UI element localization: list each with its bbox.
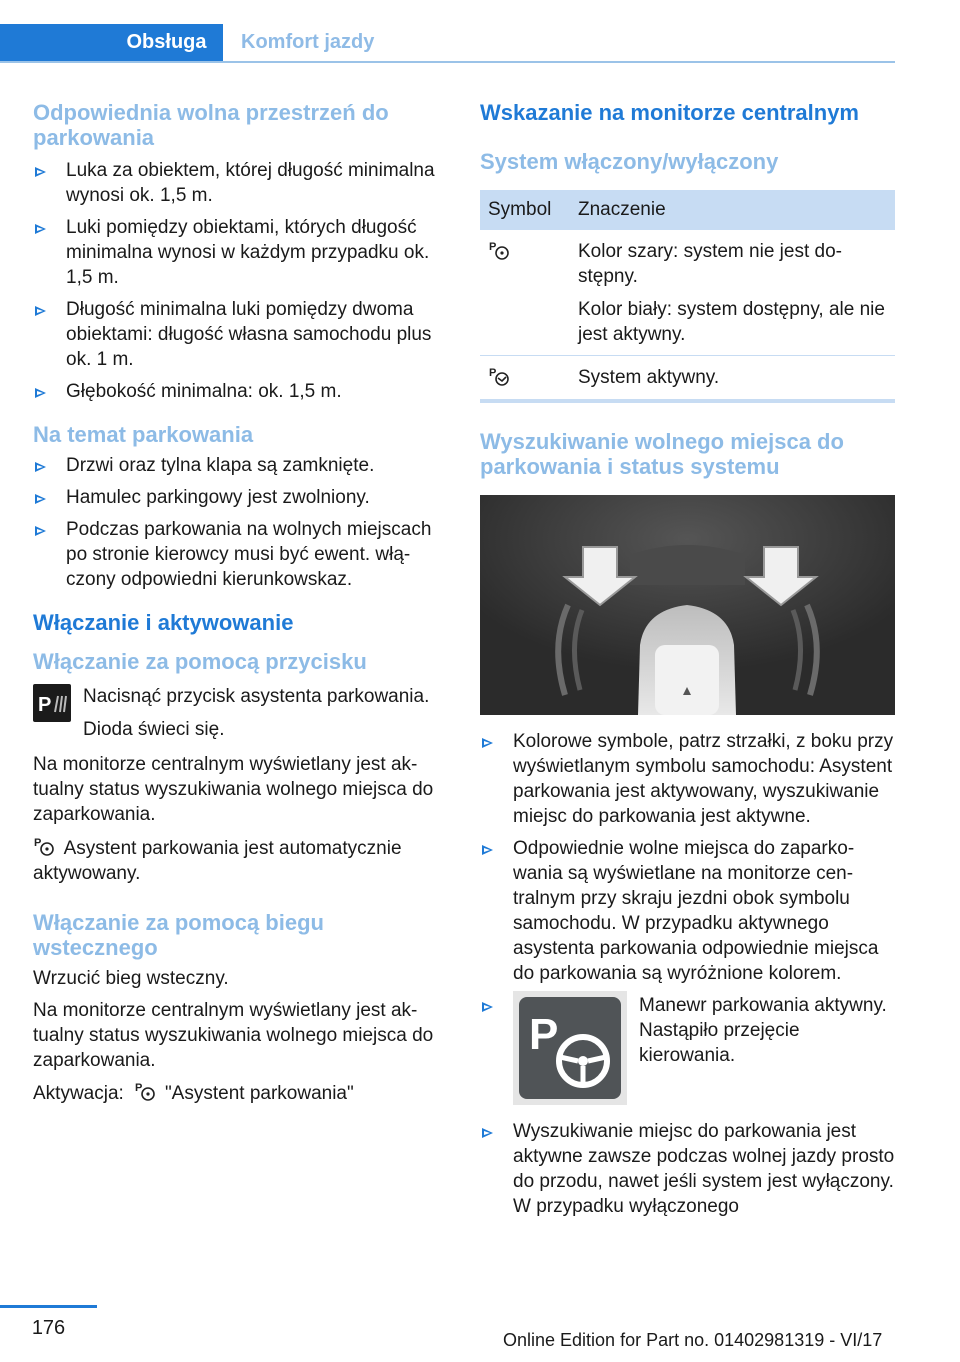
button-texts bbox=[83, 684, 429, 742]
manoeuvre-block bbox=[513, 993, 895, 1105]
heading-monitor: Wskazanie na monitorze centralnym bbox=[480, 100, 859, 125]
parking-steering-icon bbox=[488, 239, 508, 259]
tab-obsluga-label: Obsługa bbox=[126, 31, 207, 53]
para-monitor-status: Na monitorze centralnym wyświetlany jest aktualny status wyszukiwania wolnego miejsca do zaparkowania. bbox=[33, 754, 434, 825]
heading-wolna-przestrzen: Odpowiednia wolna przestrzeń do parkowania bbox=[33, 100, 389, 150]
list-item: Kolorowe symbole, patrz strzałki, z boku przy wyświetlanym symbolu samochodu: Asystent parkowania jest aktywowany, wyszukiwanie miejsc do parkowania jest aktywne. bbox=[480, 729, 895, 829]
list-item: Hamulec parkingowy jest zwolniony. bbox=[33, 485, 448, 510]
heading-na-temat-parkowania: Na temat parkowania bbox=[33, 422, 254, 447]
tab-obsluga[interactable] bbox=[0, 24, 223, 61]
table-row bbox=[480, 230, 895, 356]
btn-text-1: Nacisnąć przycisk asystenta parkowania. bbox=[83, 686, 430, 707]
list-item: Luka za obiektem, której długość minimalna wynosi ok. 1,5 m. bbox=[33, 158, 448, 208]
park-assist-button-icon bbox=[33, 684, 71, 722]
para-activation bbox=[33, 1080, 448, 1106]
meaning-active: System aktywny. bbox=[570, 356, 895, 402]
svg-text:P: P bbox=[489, 367, 497, 379]
heading-system-on-off: System włączony/wyłączony bbox=[480, 149, 779, 174]
list-parkowanie bbox=[33, 453, 448, 592]
symbol-table bbox=[480, 190, 895, 403]
left-column bbox=[33, 100, 448, 1106]
tab-komfort-jazdy[interactable] bbox=[241, 24, 374, 61]
para-wrzucic: Wrzucić bieg wsteczny. bbox=[33, 968, 229, 989]
parking-steering-icon bbox=[134, 1080, 154, 1100]
parking-steering-icon bbox=[513, 991, 627, 1105]
svg-text:P: P bbox=[135, 1082, 143, 1094]
parking-steering-icon bbox=[488, 365, 508, 385]
footer-divider bbox=[0, 1305, 97, 1308]
para-auto-activation-text: Asystent parkowania jest automatycznie aktywowany. bbox=[33, 838, 402, 884]
tab-komfort-label: Komfort jazdy bbox=[241, 31, 375, 53]
heading-bieg-wsteczny: Włączanie za pomocą biegu wstecznego bbox=[33, 910, 324, 960]
para-monitor-status-2: Na monitorze centralnym wyświetlany jest aktualny status wyszukiwania wolnego miejsca do zaparkowania. bbox=[33, 1000, 434, 1071]
right-column bbox=[480, 100, 895, 1226]
svg-text:P: P bbox=[489, 241, 497, 253]
list-item: Drzwi oraz tylna klapa są zamknięte. bbox=[33, 453, 448, 478]
heading-wyszukiwanie: Wyszukiwanie wolnego miejsca do parkowania i status systemu bbox=[480, 429, 844, 479]
col-meaning: Znaczenie bbox=[570, 190, 895, 230]
list-item bbox=[480, 993, 895, 1105]
list-item: Podczas parkowania na wolnych miejscach po stronie kierowcy musi być ewent. włączony odpowiedni kierunkowskaz. bbox=[33, 517, 448, 592]
edition-text: Online Edition for Part no. 01402981319 - VI/17 bbox=[503, 1330, 883, 1350]
table-row bbox=[480, 356, 895, 402]
list-item: Długość minimalna luki pomiędzy dwoma obiektami: długość własna samochodu plus ok. 1 m. bbox=[33, 297, 448, 372]
list-item: Głębokość minimalna: ok. 1,5 m. bbox=[33, 379, 448, 404]
btn-text-2: Dioda świeci się. bbox=[83, 719, 225, 740]
activation-label: Aktywacja: bbox=[33, 1083, 124, 1104]
svg-text:P: P bbox=[34, 837, 42, 849]
list-przestrzen bbox=[33, 158, 448, 404]
col-symbol: Symbol bbox=[480, 190, 570, 230]
list-status bbox=[480, 729, 895, 1219]
heading-przycisk: Włączanie za pomocą przycisku bbox=[33, 649, 367, 674]
meaning-grey: Kolor szary: system nie jest dostępny. bbox=[578, 241, 842, 287]
page-header bbox=[0, 24, 895, 62]
button-instruction bbox=[33, 684, 448, 742]
parking-display-image bbox=[480, 495, 895, 715]
svg-text:P: P bbox=[529, 1010, 559, 1059]
heading-wlaczanie: Włączanie i aktywowanie bbox=[33, 610, 294, 635]
list-item: Luki pomiędzy obiektami, których długość minimalna wynosi w każdym przypadku ok. 1,5 m. bbox=[33, 215, 448, 290]
activation-value: "Asystent parkowania" bbox=[164, 1083, 354, 1104]
page-number: 176 bbox=[31, 1317, 66, 1339]
parking-steering-icon bbox=[33, 835, 53, 855]
para-auto-activation bbox=[33, 835, 448, 886]
table-header-row bbox=[480, 190, 895, 230]
manoeuvre-text: Manewr parkowania aktywny. Nastąpiło przejęcie kierowania. bbox=[639, 995, 887, 1066]
svg-text:P: P bbox=[38, 694, 52, 716]
list-item: Odpowiednie wolne miejsca do zaparkowania są wyświetlane na monitorze centralnym przy skraju jezdni obok symbolu samochodu. W przypadku aktywnego asystenta parkowania odpowiednie miejsca do parkowania są wyróżnione kolorem. bbox=[480, 836, 895, 986]
meaning-white: Kolor biały: system dostępny, ale nie jest aktywny. bbox=[578, 299, 885, 345]
header-divider bbox=[0, 61, 895, 63]
list-item: Wyszukiwanie miejsc do parkowania jest aktywne zawsze podczas wolnej jazdy prosto do przodu, nawet jeśli system jest wyłączony. W przypadku wyłączonego bbox=[480, 1119, 895, 1219]
